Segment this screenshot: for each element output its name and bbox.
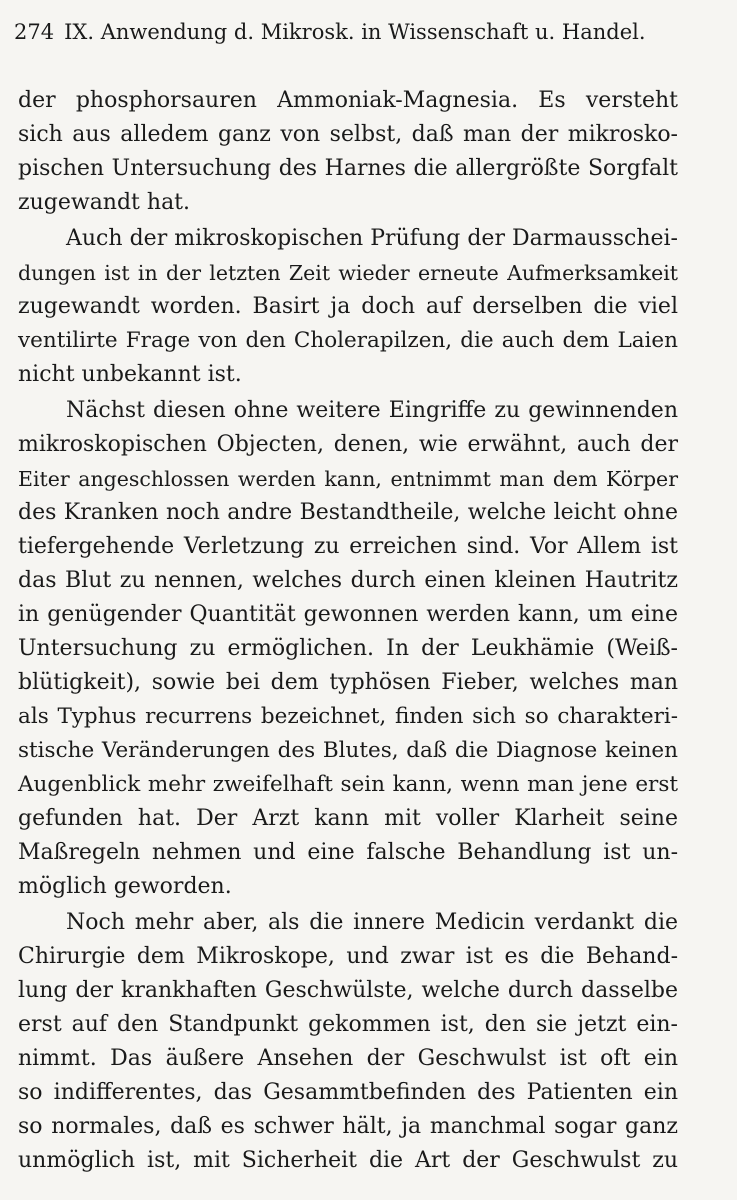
text-line: nicht unbekannt ist. bbox=[18, 362, 242, 387]
text-line: Eiter angeschlossen werden kann, entnimmt man dem Körper bbox=[18, 467, 678, 491]
page-number: 274 bbox=[14, 20, 55, 44]
text-line: erst auf den Standpunkt gekommen ist, den sie jetzt ein- bbox=[18, 1012, 678, 1037]
text-line: ventilirte Frage von den Cholerapilzen, die auch dem Laien bbox=[18, 328, 678, 353]
text-line: Auch der mikroskopischen Prüfung der Darmausschei- bbox=[66, 226, 678, 251]
text-line: unmöglich ist, mit Sicherheit die Art der Geschwulst zu bbox=[18, 1148, 678, 1173]
text-line: so normales, daß es schwer hält, ja manchmal sogar ganz bbox=[18, 1114, 678, 1139]
text-line: als Typhus recurrens bezeichnet, finden sich so charakteri- bbox=[18, 704, 678, 729]
text-line: Augenblick mehr zweifelhaft sein kann, wenn man jene erst bbox=[18, 772, 678, 797]
text-line: blütigkeit), sowie bei dem typhösen Fieber, welches man bbox=[18, 670, 678, 695]
text-line: das Blut zu nennen, welches durch einen kleinen Hautritz bbox=[18, 568, 678, 593]
body-text bbox=[18, 84, 678, 1178]
text-line: der phosphorsauren Ammoniak-Magnesia. Es versteht bbox=[18, 88, 678, 113]
running-title: IX. Anwendung d. Mikrosk. in Wissenschaft u. Handel. bbox=[64, 20, 646, 44]
text-line: Untersuchung zu ermöglichen. In der Leukhämie (Weiß- bbox=[18, 636, 678, 661]
text-line: Noch mehr aber, als die innere Medicin verdankt die bbox=[66, 910, 678, 935]
text-line: pischen Untersuchung des Harnes die allergrößte Sorgfalt bbox=[18, 156, 678, 181]
text-line: Chirurgie dem Mikroskope, und zwar ist es die Behand- bbox=[18, 944, 678, 969]
text-line: tiefergehende Verletzung zu erreichen sind. Vor Allem ist bbox=[18, 534, 678, 559]
text-line: des Kranken noch andre Bestandtheile, welche leicht ohne bbox=[18, 500, 678, 525]
text-line: Maßregeln nehmen und eine falsche Behandlung ist un- bbox=[18, 840, 678, 865]
text-line: sich aus alledem ganz von selbst, daß man der mikrosko- bbox=[18, 122, 678, 147]
text-line: mikroskopischen Objecten, denen, wie erwähnt, auch der bbox=[18, 432, 678, 457]
text-line: zugewandt worden. Basirt ja doch auf derselben die viel bbox=[18, 294, 678, 319]
text-line: lung der krankhaften Geschwülste, welche durch dasselbe bbox=[18, 978, 678, 1003]
text-line: dungen ist in der letzten Zeit wieder erneute Aufmerksamkeit bbox=[18, 261, 678, 285]
text-line: in genügender Quantität gewonnen werden kann, um eine bbox=[18, 602, 678, 627]
text-line: stische Veränderungen des Blutes, daß die Diagnose keinen bbox=[18, 738, 678, 763]
text-line: gefunden hat. Der Arzt kann mit voller Klarheit seine bbox=[18, 806, 678, 831]
text-line: so indifferentes, das Gesammtbefinden des Patienten ein bbox=[18, 1080, 678, 1105]
text-line: möglich geworden. bbox=[18, 874, 232, 899]
text-line: Nächst diesen ohne weitere Eingriffe zu gewinnenden bbox=[66, 398, 678, 423]
text-line: nimmt. Das äußere Ansehen der Geschwulst ist oft ein bbox=[18, 1046, 678, 1071]
text-line: zugewandt hat. bbox=[18, 190, 191, 215]
running-header bbox=[14, 20, 714, 44]
